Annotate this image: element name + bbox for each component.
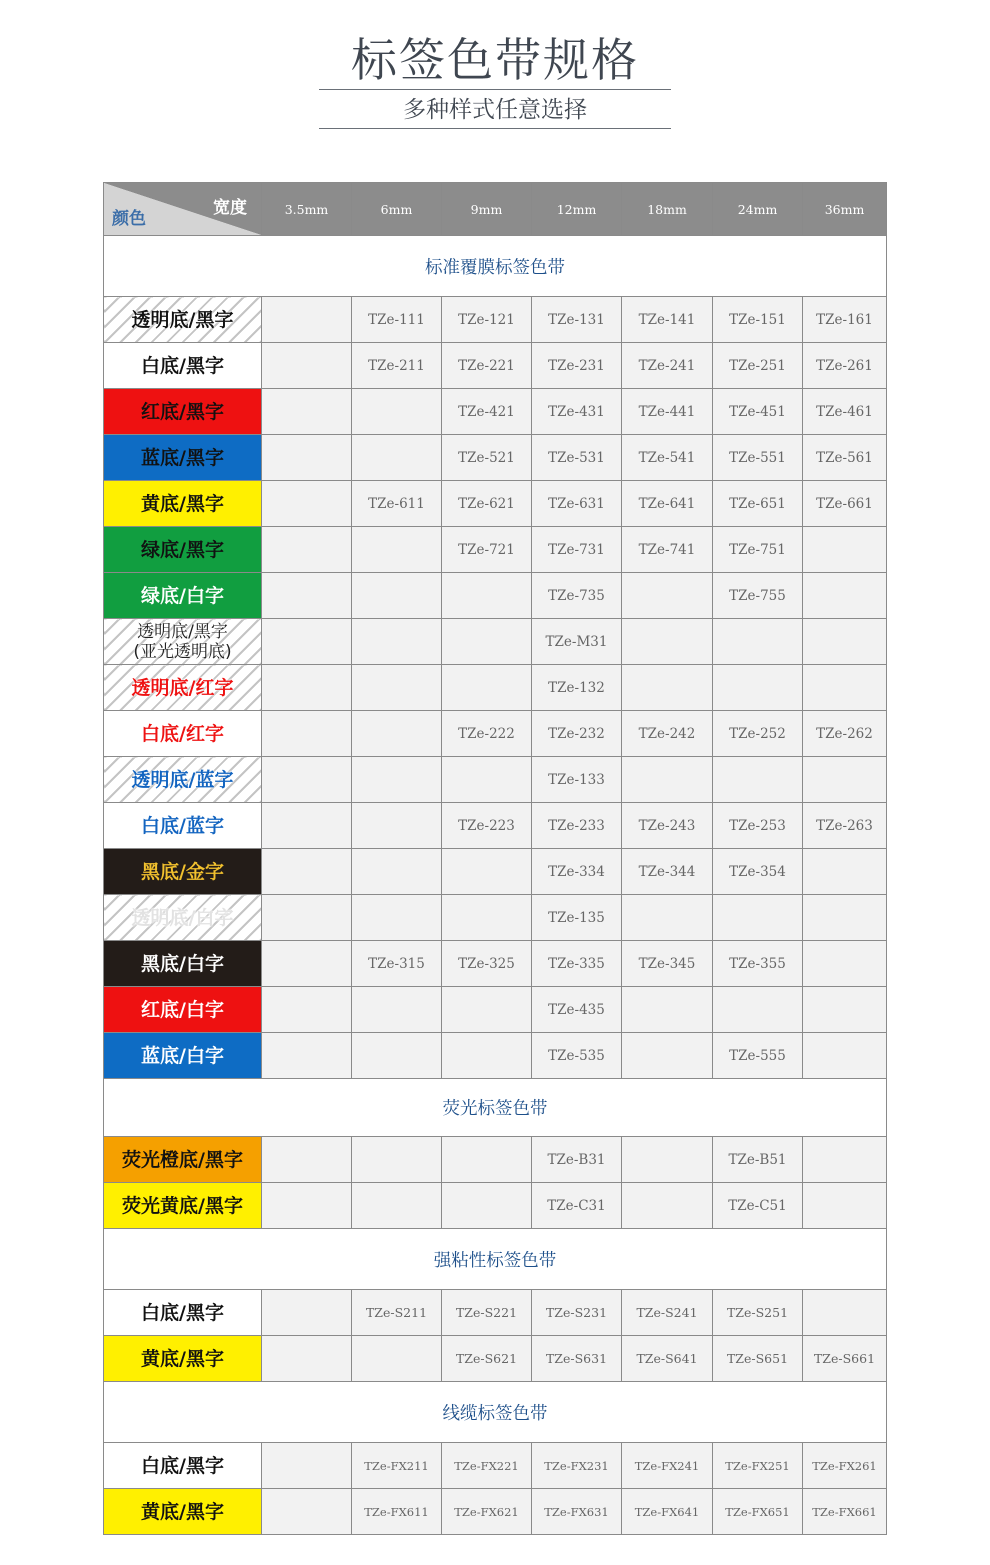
column-header: 3.5mm [262,183,352,236]
table-body [104,236,887,1535]
table-row [104,527,887,573]
model-cell [803,1033,887,1079]
model-cell: TZe-223 [442,803,532,849]
color-label: 白底/黑字 [104,1443,262,1489]
width-axis-label: 宽度 [213,198,247,218]
model-cell: TZe-211 [352,343,442,389]
model-cell [622,1183,713,1229]
model-cell [803,619,887,665]
model-cell [442,895,532,941]
model-cell: TZe-242 [622,711,713,757]
model-cell: TZe-132 [532,665,622,711]
model-cell: TZe-335 [532,941,622,987]
title-divider [319,89,671,90]
model-cell [622,987,713,1033]
model-cell: TZe-FX641 [622,1489,713,1535]
model-cell [262,297,352,343]
color-label: 白底/蓝字 [104,803,262,849]
model-cell [352,435,442,481]
model-cell [442,665,532,711]
model-cell [352,665,442,711]
model-cell [352,757,442,803]
model-cell: TZe-FX211 [352,1443,442,1489]
section-title: 强粘性标签色带 [104,1229,887,1290]
model-cell: TZe-FX251 [713,1443,803,1489]
model-cell: TZe-262 [803,711,887,757]
page-title: 标签色带规格 [351,33,639,87]
model-cell [803,757,887,803]
tape-spec-table [103,182,887,1535]
model-cell: TZe-241 [622,343,713,389]
model-cell: TZe-S661 [803,1336,887,1382]
model-cell: TZe-133 [532,757,622,803]
model-cell [622,1033,713,1079]
table-row [104,1443,887,1489]
model-cell [803,895,887,941]
model-cell: TZe-151 [713,297,803,343]
model-cell [262,803,352,849]
model-cell [352,573,442,619]
model-cell: TZe-S231 [532,1290,622,1336]
model-cell: TZe-233 [532,803,622,849]
model-cell [442,573,532,619]
model-cell: TZe-C31 [532,1183,622,1229]
model-cell [262,757,352,803]
model-cell: TZe-561 [803,435,887,481]
model-cell [262,1489,352,1535]
column-header: 24mm [713,183,803,236]
model-cell: TZe-B51 [713,1137,803,1183]
model-cell: TZe-611 [352,481,442,527]
model-cell: TZe-631 [532,481,622,527]
table-row [104,987,887,1033]
model-cell: TZe-M31 [532,619,622,665]
model-cell [352,711,442,757]
model-cell [442,849,532,895]
model-cell: TZe-S221 [442,1290,532,1336]
table-row [104,297,887,343]
model-cell: TZe-S251 [713,1290,803,1336]
model-cell: TZe-435 [532,987,622,1033]
model-cell [262,1183,352,1229]
section-header-row [104,1382,887,1443]
model-cell: TZe-FX651 [713,1489,803,1535]
model-cell [622,619,713,665]
table-row [104,1033,887,1079]
column-header: 9mm [442,183,532,236]
model-cell: TZe-354 [713,849,803,895]
color-label: 白底/黑字 [104,343,262,389]
model-cell: TZe-B31 [532,1137,622,1183]
table-row [104,435,887,481]
model-cell [262,1443,352,1489]
color-label: 绿底/黑字 [104,527,262,573]
model-cell: TZe-111 [352,297,442,343]
model-cell: TZe-135 [532,895,622,941]
model-cell: TZe-755 [713,573,803,619]
model-cell: TZe-231 [532,343,622,389]
model-cell: TZe-121 [442,297,532,343]
model-cell [262,987,352,1033]
model-cell [803,849,887,895]
model-cell: TZe-334 [532,849,622,895]
model-cell [803,1137,887,1183]
model-cell: TZe-651 [713,481,803,527]
model-cell [622,895,713,941]
table-row [104,1336,887,1382]
color-label: 黄底/黑字 [104,1489,262,1535]
model-cell: TZe-S651 [713,1336,803,1382]
model-cell [442,1137,532,1183]
model-cell [713,757,803,803]
model-cell [352,987,442,1033]
model-cell [262,1033,352,1079]
corner-header [104,183,262,236]
section-header-row [104,1229,887,1290]
model-cell: TZe-253 [713,803,803,849]
table-row [104,1183,887,1229]
model-cell [262,1290,352,1336]
model-cell: TZe-541 [622,435,713,481]
color-label: 黑底/白字 [104,941,262,987]
model-cell: TZe-161 [803,297,887,343]
table-row [104,389,887,435]
model-cell: TZe-232 [532,711,622,757]
table-row [104,941,887,987]
model-cell: TZe-535 [532,1033,622,1079]
model-cell [262,941,352,987]
column-header: 12mm [532,183,622,236]
color-label: 红底/白字 [104,987,262,1033]
color-label: 蓝底/黑字 [104,435,262,481]
model-cell [262,527,352,573]
color-label: 透明底/红字 [104,665,262,711]
table-row [104,573,887,619]
model-cell: TZe-S621 [442,1336,532,1382]
model-cell: TZe-355 [713,941,803,987]
model-cell [262,665,352,711]
model-cell: TZe-731 [532,527,622,573]
model-cell [713,895,803,941]
model-cell: TZe-FX661 [803,1489,887,1535]
model-cell [803,987,887,1033]
color-label: 黑底/金字 [104,849,262,895]
color-label: 绿底/白字 [104,573,262,619]
model-cell [262,573,352,619]
model-cell [352,1336,442,1382]
color-label: 蓝底/白字 [104,1033,262,1079]
model-cell: TZe-621 [442,481,532,527]
model-cell [262,343,352,389]
model-cell [352,895,442,941]
model-cell: TZe-325 [442,941,532,987]
color-label: 黄底/黑字 [104,1336,262,1382]
model-cell: TZe-FX621 [442,1489,532,1535]
model-cell: TZe-141 [622,297,713,343]
column-header: 18mm [622,183,713,236]
model-cell: TZe-222 [442,711,532,757]
color-label: 透明底/黑字 (亚光透明底) [104,619,262,665]
table-header-row [104,183,887,236]
model-cell [622,1137,713,1183]
table-row [104,1290,887,1336]
model-cell: TZe-315 [352,941,442,987]
model-cell: TZe-FX631 [532,1489,622,1535]
model-cell [622,573,713,619]
section-header-row [104,236,887,297]
model-cell [262,849,352,895]
model-cell [622,757,713,803]
color-axis-label: 颜色 [112,209,146,229]
model-cell: TZe-641 [622,481,713,527]
model-cell [352,1033,442,1079]
table-row [104,343,887,389]
table-row [104,619,887,665]
model-cell [262,389,352,435]
column-header: 36mm [803,183,887,236]
model-cell [262,711,352,757]
model-cell: TZe-221 [442,343,532,389]
model-cell [713,987,803,1033]
model-cell [442,1033,532,1079]
model-cell: TZe-FX611 [352,1489,442,1535]
model-cell: TZe-531 [532,435,622,481]
model-cell [262,1137,352,1183]
model-cell: TZe-FX221 [442,1443,532,1489]
page-subtitle: 多种样式任意选择 [403,97,587,123]
model-cell [713,619,803,665]
model-cell [442,1183,532,1229]
column-header: 6mm [352,183,442,236]
table-row [104,895,887,941]
model-cell [262,481,352,527]
model-cell [713,665,803,711]
table-row [104,665,887,711]
model-cell: TZe-131 [532,297,622,343]
model-cell: TZe-FX241 [622,1443,713,1489]
model-cell: TZe-521 [442,435,532,481]
table-row [104,803,887,849]
model-cell: TZe-555 [713,1033,803,1079]
model-cell: TZe-251 [713,343,803,389]
model-cell [262,895,352,941]
color-label: 透明底/黑字 [104,297,262,343]
color-label: 荧光橙底/黑字 [104,1137,262,1183]
table-row [104,1137,887,1183]
model-cell: TZe-345 [622,941,713,987]
color-label: 黄底/黑字 [104,481,262,527]
subtitle-divider [319,128,671,129]
table-row [104,849,887,895]
model-cell [803,527,887,573]
model-cell: TZe-FX231 [532,1443,622,1489]
model-cell [352,803,442,849]
model-cell: TZe-551 [713,435,803,481]
color-label: 透明底/白字 [104,895,262,941]
model-cell [803,1290,887,1336]
model-cell: TZe-C51 [713,1183,803,1229]
model-cell [442,757,532,803]
table-row [104,1489,887,1535]
model-cell: TZe-S641 [622,1336,713,1382]
model-cell: TZe-S241 [622,1290,713,1336]
model-cell: TZe-721 [442,527,532,573]
model-cell: TZe-252 [713,711,803,757]
model-cell [803,941,887,987]
section-title: 标准覆膜标签色带 [104,236,887,297]
table-row [104,481,887,527]
section-title: 线缆标签色带 [104,1382,887,1443]
model-cell: TZe-735 [532,573,622,619]
model-cell [262,1336,352,1382]
color-label: 白底/黑字 [104,1290,262,1336]
model-cell: TZe-441 [622,389,713,435]
model-cell: TZe-S211 [352,1290,442,1336]
table-row [104,711,887,757]
section-header-row [104,1079,887,1137]
model-cell: TZe-344 [622,849,713,895]
model-cell: TZe-741 [622,527,713,573]
model-cell: TZe-751 [713,527,803,573]
model-cell: TZe-421 [442,389,532,435]
table-row [104,757,887,803]
model-cell: TZe-263 [803,803,887,849]
model-cell [262,435,352,481]
model-cell: TZe-661 [803,481,887,527]
model-cell [352,1183,442,1229]
model-cell [352,389,442,435]
color-label: 白底/红字 [104,711,262,757]
model-cell [622,665,713,711]
color-label: 透明底/蓝字 [104,757,262,803]
model-cell [262,619,352,665]
model-cell [352,849,442,895]
model-cell [803,573,887,619]
model-cell: TZe-261 [803,343,887,389]
model-cell [442,987,532,1033]
model-cell [352,619,442,665]
model-cell: TZe-451 [713,389,803,435]
model-cell: TZe-461 [803,389,887,435]
model-cell [803,1183,887,1229]
section-title: 荧光标签色带 [104,1079,887,1137]
model-cell: TZe-243 [622,803,713,849]
model-cell [803,665,887,711]
model-cell [352,527,442,573]
model-cell [442,619,532,665]
model-cell: TZe-FX261 [803,1443,887,1489]
model-cell: TZe-431 [532,389,622,435]
color-label: 荧光黄底/黑字 [104,1183,262,1229]
color-label: 红底/黑字 [104,389,262,435]
model-cell: TZe-S631 [532,1336,622,1382]
model-cell [352,1137,442,1183]
